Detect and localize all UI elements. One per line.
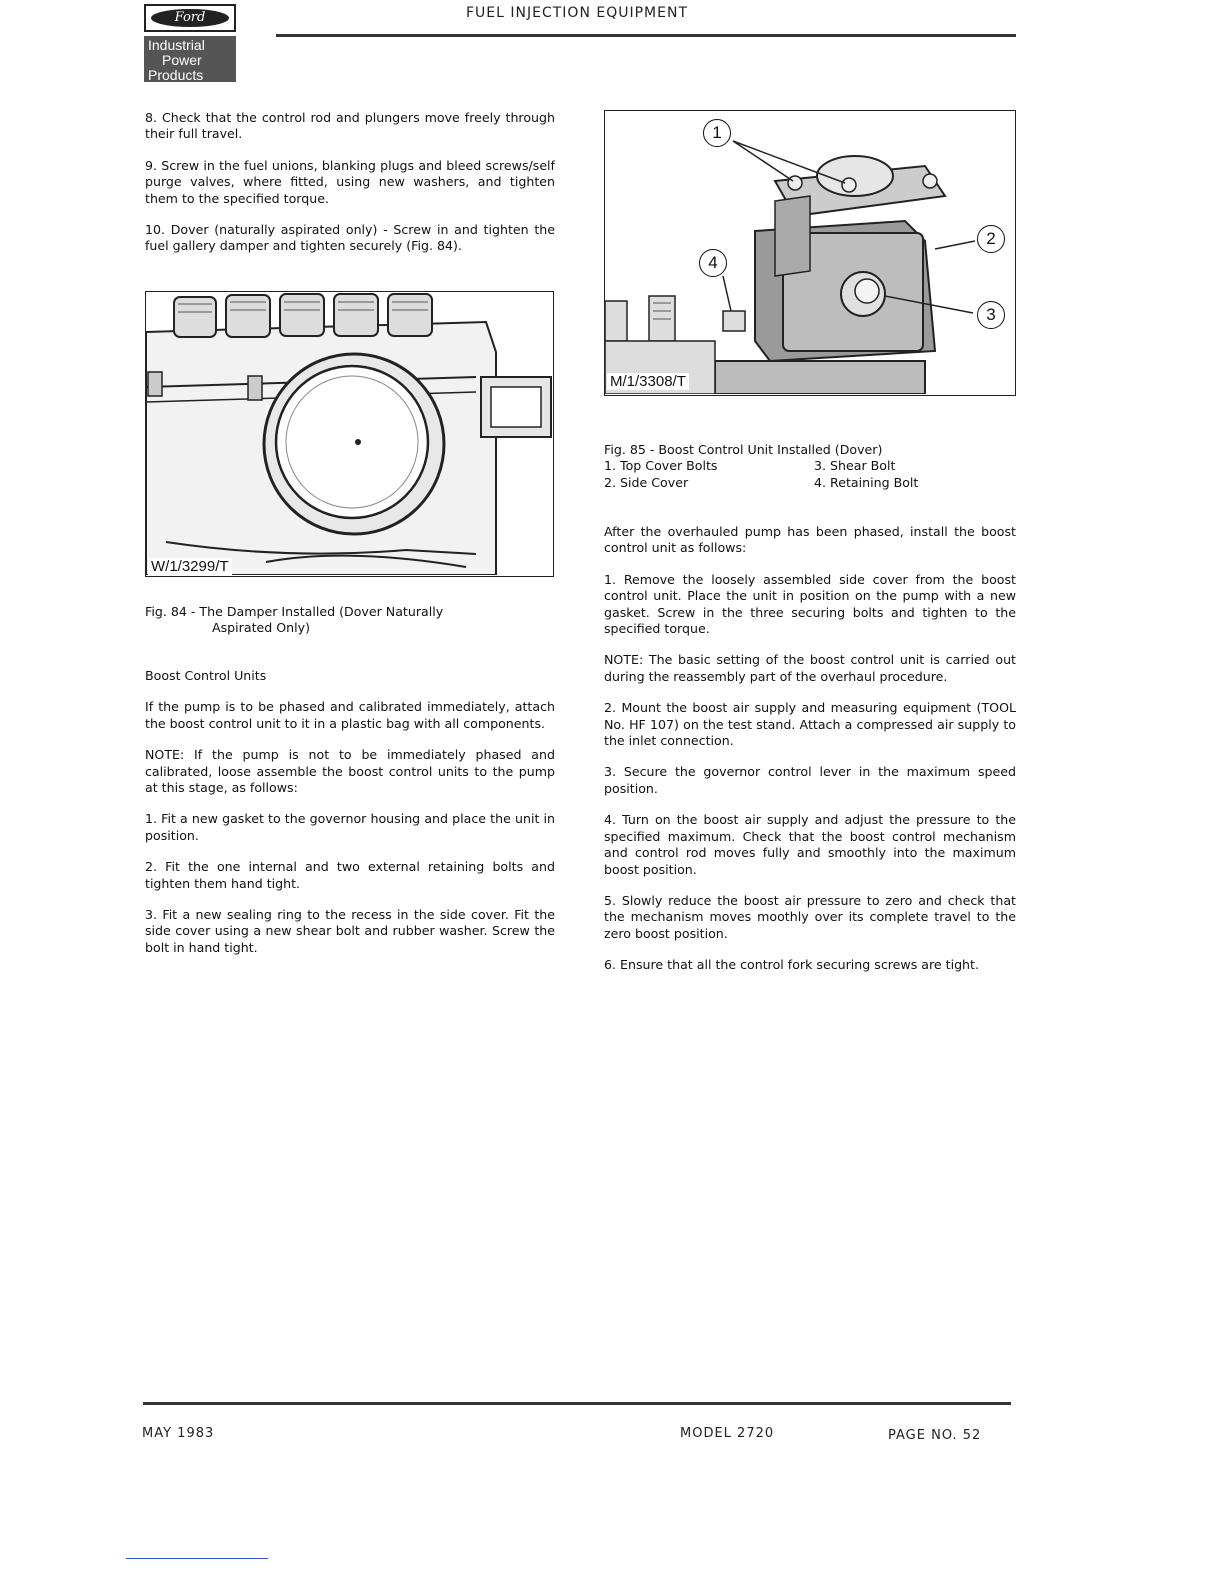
right-column-text	[604, 524, 1016, 989]
callout-1: 1	[703, 119, 731, 147]
bottom-underline	[126, 1558, 268, 1559]
figure-84-caption-line2: Aspirated Only)	[212, 620, 311, 636]
legend-item: 4. Retaining Bolt	[814, 474, 919, 490]
ford-logo	[144, 4, 236, 32]
install-step-6: 6. Ensure that all the control fork securing screws are tight.	[604, 957, 979, 973]
step-10: 10. Dover (naturally aspirated only) - Screw in and tighten the fuel gallery damper and tighten securely (Fig. 84).	[145, 222, 555, 254]
figure-85-legend	[604, 458, 1016, 491]
page-header-title: FUEL INJECTION EQUIPMENT	[466, 5, 689, 21]
footer-date: MAY 1983	[142, 1426, 215, 1441]
logo-line: Power	[162, 52, 202, 68]
ford-logo-text: Ford	[151, 9, 229, 27]
callout-2: 2	[977, 225, 1005, 253]
step-9: 9. Screw in the fuel unions, blanking plugs and bleed screws/self purge valves, where fitted, using new washers, and tighten them to the specified torque.	[145, 157, 555, 206]
figure-85-caption	[604, 442, 1016, 491]
install-step-3: 3. Secure the governor control lever in the maximum speed position.	[604, 764, 1016, 796]
install-step-4: 4. Turn on the boost air supply and adjust the pressure to the specified maximum. Check that the boost control mechanism and control rod moves fully and smoothly into the maximum boost position.	[604, 812, 1016, 877]
step-8: 8. Check that the control rod and plungers move freely through their full travel.	[145, 110, 555, 142]
install-step-5: 5. Slowly reduce the boost air pressure to zero and check that the mechanism moves moothly over its complete travel to the zero boost position.	[604, 892, 1016, 941]
boost-intro: If the pump is to be phased and calibrated immediately, attach the boost control unit to it in a plastic bag with all components.	[145, 699, 555, 731]
logo-line: Industrial	[148, 37, 205, 53]
figure-84-code: W/1/3299/T	[148, 558, 232, 575]
figure-84-caption-line1: Fig. 84 - The Damper Installed (Dover Naturally	[145, 604, 444, 619]
figure-84-caption	[145, 604, 555, 637]
figure-85-caption-title: Fig. 85 - Boost Control Unit Installed (Dover)	[604, 442, 883, 457]
logo-line: Products	[148, 67, 204, 83]
callout-3: 3	[977, 301, 1005, 329]
install-step-1: 1. Remove the loosely assembled side cover from the boost control unit. Place the unit in position on the pump with a new gasket. Screw in the three securing bolts and tighten to the specified torque.	[604, 571, 1016, 637]
loose-step-2: 2. Fit the one internal and two external retaining bolts and tighten them hand tight.	[145, 859, 555, 891]
loose-step-1: 1. Fit a new gasket to the governor housing and place the unit in position.	[145, 811, 555, 843]
section-heading: Boost Control Units	[145, 668, 267, 683]
callout-4: 4	[699, 249, 727, 277]
footer-page-number: PAGE NO. 52	[888, 1428, 982, 1443]
install-note: NOTE: The basic setting of the boost control unit is carried out during the reassembly part of the overhaul procedure.	[604, 652, 1016, 684]
install-intro: After the overhauled pump has been phased, install the boost control unit as follows:	[604, 524, 1016, 556]
left-column-bottom	[145, 668, 555, 971]
legend-item: 1. Top Cover Bolts	[604, 458, 718, 474]
figure-85	[604, 110, 1016, 396]
footer-rule	[143, 1402, 1011, 1405]
industrial-power-products-logo	[144, 36, 236, 82]
figure-84	[145, 291, 554, 577]
header-rule	[276, 34, 1016, 37]
damper-illustration	[146, 292, 552, 575]
loose-step-3: 3. Fit a new sealing ring to the recess in the side cover. Fit the side cover using a new shear bolt and rubber washer. Screw the bolt in hand tight.	[145, 907, 555, 955]
boost-note: NOTE: If the pump is not to be immediately phased and calibrated, loose assemble the boost control units to the pump at this stage, as follows:	[145, 747, 555, 796]
legend-item: 2. Side Cover	[604, 474, 689, 490]
footer-model: MODEL 2720	[680, 1426, 775, 1441]
legend-item: 3. Shear Bolt	[814, 458, 896, 474]
boost-control-illustration	[605, 111, 1014, 394]
left-column-top	[145, 110, 555, 270]
install-step-2: 2. Mount the boost air supply and measuring equipment (TOOL No. HF 107) on the test stand. Attach a compressed air supply to the inlet connection.	[604, 700, 1016, 749]
figure-85-code: M/1/3308/T	[607, 373, 689, 390]
